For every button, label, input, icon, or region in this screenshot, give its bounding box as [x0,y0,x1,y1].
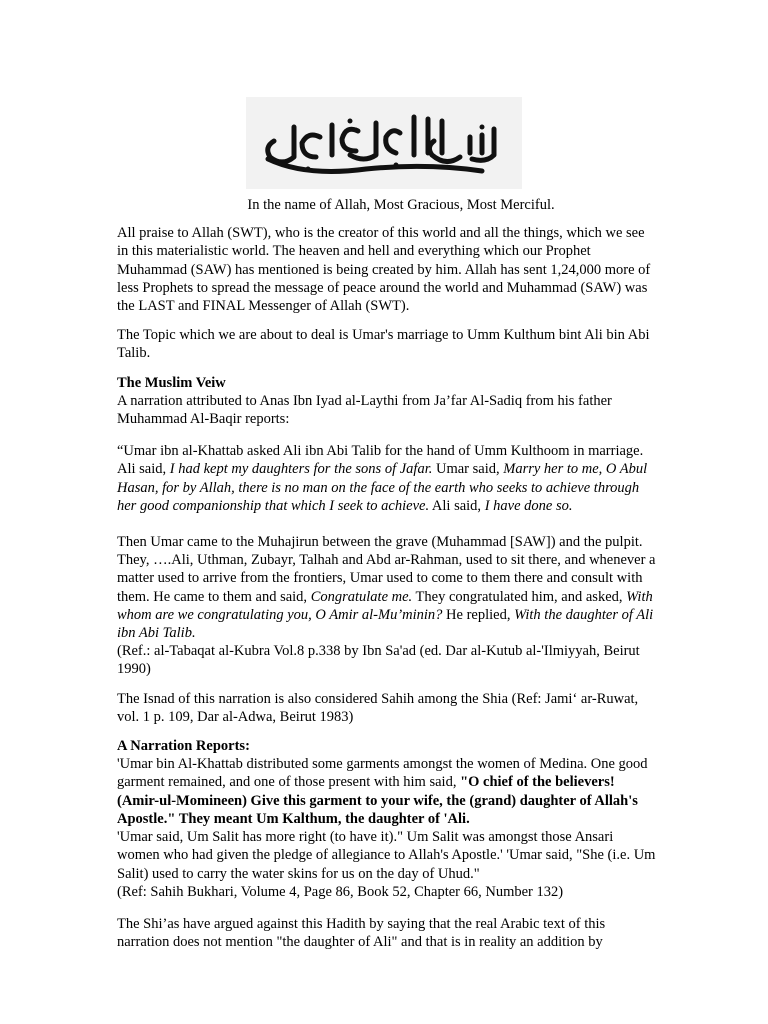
shia-paragraph: The Shi’as have argued against this Hadith by saying that the real Arabic text of this narration does not mention "the daughter of Ali" and that is in reality an addition by [117,915,606,951]
muhajirun-italic-1: Congratulate me. [310,588,413,605]
heading-narration: A Narration Reports: [117,738,250,755]
quote-paragraph [117,442,657,515]
muhajirun-text-3: He replied, [442,606,515,623]
quote-text-3: Ali said, [429,497,485,514]
tabaqat-reference: (Ref.: al-Tabaqat al-Kubra Vol.8 p.338 by Ibn Sa'ad (ed. Dar al-Kutub al-'Ilmiyyah, Beirut 1990) [117,643,640,678]
spacer [117,515,657,533]
paragraph-topic: The Topic which we are about to deal is Umar's marriage to Umm Kulthum bint Ali bin Abi Talib. [117,327,650,362]
muhajirun-italic-3: With the daughter of Ali ibn Abi Talib. [117,606,654,642]
intro-line: In the name of Allah, Most Gracious, Most Merciful. [247,197,555,213]
quote-italic-2: Marry her to me, O Abul Hasan, for by Allah, there is no man on the face of the earth who seeks to achieve through her good companionship that which I seek to achieve. [117,461,648,514]
bukhari-reference: (Ref: Sahih Bukhari, Volume 4, Page 86, Book 52, Chapter 66, Number 132) [117,883,564,900]
muhajirun-paragraph [117,533,657,679]
muhajirun-text-2: They congratulated him, and asked, [412,588,627,605]
quote-italic-1: I had kept my daughters for the sons of Jafar. [169,461,433,478]
muslim-view-text: A narration attributed to Anas Ibn Iyad al-Laythi from Ja’far Al-Sadiq from his father Muhammad Al-Baqir reports: [117,392,612,428]
basmala-arabic-text [246,189,247,190]
section-muslim-view [117,374,657,429]
quote-text-2: Umar said, [432,461,504,478]
muhajirun-italic-2: With whom are we congratulating you, O Amir al-Mu’minin? [117,588,653,623]
quote-italic-3: I have done so. [484,497,573,514]
narration-text [117,755,657,828]
paragraph-praise: All praise to Allah (SWT), who is the creator of this world and all the things, which we see in this materialistic world. The heaven and hell and everything which our Prophet Muhammad (SAW) has mentioned is being created by him. Allah has sent 1,24,000 more of less Prophets to spread the message of peace around the world and Muhammad (SAW) was the LAST and FINAL Messenger of Allah (SWT). [117,225,651,315]
section-narration [117,737,657,901]
narration-text-2: 'Umar said, Um Salit has more right (to have it)." Um Salit was amongst those Ansari women who had given the pledge of allegiance to Allah's Apostle.' 'Umar said, "She (i.e. Um Salit) used to carry the water skins for us on the day of Uhud." [117,829,656,882]
isnad-paragraph: The Isnad of this narration is also considered Sahih among the Shia (Ref: Jami‘ ar-Ruwat, vol. 1 p. 109, Dar al-Adwa, Beirut 1983) [117,690,639,725]
document-body [117,196,657,962]
basmala-calligraphy-icon [246,97,522,189]
heading-muslim-view: The Muslim Veiw [117,374,226,391]
quote-text-1: “Umar ibn al-Khattab asked Ali ibn Abi Talib for the hand of Umm Kulthoom in marriage. Ali said, [117,443,644,478]
muhajirun-text-1: Then Umar came to the Muhajirun between the grave (Muhammad [SAW]) and the pulpit. They, ….Ali, Uthman, Zubayr, Talhah and Abd ar-Rahman, used to sit there, and whenever a matter used to arrive from the frontiers, Umar used to come to them there and consult with them. He came to them and said, [117,534,656,605]
narration-text-1: 'Umar bin Al-Khattab distributed some garments amongst the women of Medina. One good garment remained, and one of those present with him said, [117,756,648,791]
narration-bold: "O chief of the believers! (Amir-ul-Momineen) Give this garment to your wife, the (grand) daughter of Allah's Apostle." They meant Um Kalthum, the daughter of 'Ali. [117,774,638,827]
